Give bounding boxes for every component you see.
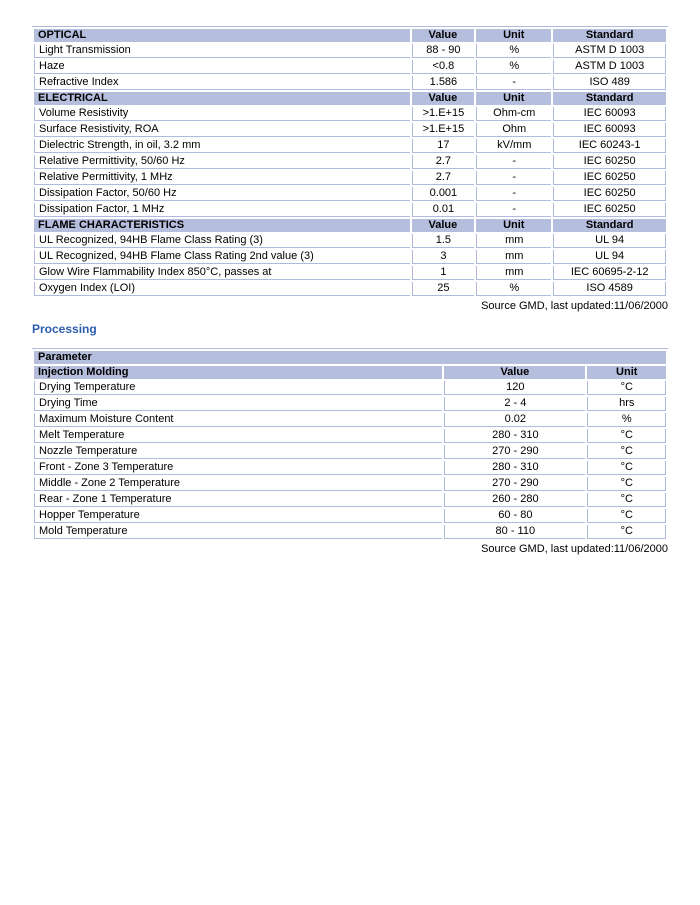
parameter-cell: Relative Permittivity, 50/60 Hz — [34, 155, 410, 169]
unit-cell: °C — [587, 493, 666, 507]
value-cell: 280 - 310 — [444, 429, 585, 443]
column-header-standard: Standard — [553, 29, 666, 42]
unit-cell: - — [476, 76, 551, 90]
processing-table — [32, 348, 668, 541]
section-header-row-flame — [34, 219, 666, 232]
table-row — [34, 266, 666, 280]
value-cell: 2 - 4 — [444, 397, 585, 411]
value-cell: 60 - 80 — [444, 509, 585, 523]
table-row — [34, 445, 666, 459]
column-header-value: Value — [412, 92, 475, 105]
parameter-cell: Middle - Zone 2 Temperature — [34, 477, 442, 491]
unit-cell: Ohm — [476, 123, 551, 137]
parameter-cell: Nozzle Temperature — [34, 445, 442, 459]
unit-cell: kV/mm — [476, 139, 551, 153]
unit-cell: % — [587, 413, 666, 427]
standard-cell: IEC 60093 — [553, 107, 666, 121]
parameter-cell: Refractive Index — [34, 76, 410, 90]
standard-cell: IEC 60250 — [553, 187, 666, 201]
source-note: Source GMD, last updated:11/06/2000 — [481, 543, 668, 555]
processing-heading: Processing — [32, 322, 97, 336]
value-cell: 0.001 — [412, 187, 475, 201]
column-header-unit: Unit — [476, 219, 551, 232]
column-header-standard: Standard — [553, 219, 666, 232]
table-row — [34, 187, 666, 201]
subgroup-header: Injection Molding — [34, 366, 442, 379]
standard-cell: ASTM D 1003 — [553, 44, 666, 58]
standard-cell: ASTM D 1003 — [553, 60, 666, 74]
value-cell: >1.E+15 — [412, 107, 475, 121]
parameter-cell: UL Recognized, 94HB Flame Class Rating (3) — [34, 234, 410, 248]
standard-cell: IEC 60250 — [553, 203, 666, 217]
column-header-standard: Standard — [553, 92, 666, 105]
unit-cell: - — [476, 187, 551, 201]
unit-cell: °C — [587, 461, 666, 475]
unit-cell: °C — [587, 445, 666, 459]
value-cell: 17 — [412, 139, 475, 153]
section-title: ELECTRICAL — [34, 92, 410, 105]
standard-cell: UL 94 — [553, 234, 666, 248]
unit-cell: °C — [587, 525, 666, 539]
standard-cell: IEC 60243-1 — [553, 139, 666, 153]
parameter-cell: Hopper Temperature — [34, 509, 442, 523]
table-row — [34, 76, 666, 90]
table-row — [34, 234, 666, 248]
parameter-cell: Drying Temperature — [34, 381, 442, 395]
table-row — [34, 381, 666, 395]
value-cell: 88 - 90 — [412, 44, 475, 58]
table-row — [34, 461, 666, 475]
value-cell: 120 — [444, 381, 585, 395]
value-cell: 80 - 110 — [444, 525, 585, 539]
section-title: OPTICAL — [34, 29, 410, 42]
table-row — [34, 493, 666, 507]
unit-cell: mm — [476, 234, 551, 248]
value-cell: <0.8 — [412, 60, 475, 74]
parameter-cell: Light Transmission — [34, 44, 410, 58]
parameter-cell: Surface Resistivity, ROA — [34, 123, 410, 137]
unit-cell: °C — [587, 381, 666, 395]
standard-cell: UL 94 — [553, 250, 666, 264]
parameter-cell: Relative Permittivity, 1 MHz — [34, 171, 410, 185]
parameter-cell: Oxygen Index (LOI) — [34, 282, 410, 296]
table-row — [34, 282, 666, 296]
table-row — [34, 203, 666, 217]
value-cell: 270 - 290 — [444, 445, 585, 459]
column-header-value: Value — [412, 29, 475, 42]
parameter-cell: Dissipation Factor, 50/60 Hz — [34, 187, 410, 201]
section-header-row-optical — [34, 29, 666, 42]
unit-cell: hrs — [587, 397, 666, 411]
standard-cell: IEC 60695-2-12 — [553, 266, 666, 280]
parameter-cell: Mold Temperature — [34, 525, 442, 539]
column-header-unit: Unit — [476, 92, 551, 105]
group-header-row — [34, 351, 666, 364]
table-row — [34, 155, 666, 169]
unit-cell: - — [476, 203, 551, 217]
unit-cell: °C — [587, 477, 666, 491]
section-title: FLAME CHARACTERISTICS — [34, 219, 410, 232]
parameter-cell: Dissipation Factor, 1 MHz — [34, 203, 410, 217]
parameter-cell: Dielectric Strength, in oil, 3.2 mm — [34, 139, 410, 153]
unit-cell: Ohm-cm — [476, 107, 551, 121]
value-cell: >1.E+15 — [412, 123, 475, 137]
table-row — [34, 139, 666, 153]
value-cell: 1.5 — [412, 234, 475, 248]
value-cell: 280 - 310 — [444, 461, 585, 475]
properties-table — [32, 26, 668, 298]
standard-cell: IEC 60250 — [553, 155, 666, 169]
table-row — [34, 429, 666, 443]
column-header-unit: Unit — [476, 29, 551, 42]
value-cell: 2.7 — [412, 155, 475, 169]
table-row — [34, 397, 666, 411]
column-header-value: Value — [412, 219, 475, 232]
parameter-cell: Volume Resistivity — [34, 107, 410, 121]
source-note: Source GMD, last updated:11/06/2000 — [481, 300, 668, 312]
table-row — [34, 413, 666, 427]
table-row — [34, 60, 666, 74]
standard-cell: ISO 4589 — [553, 282, 666, 296]
value-cell: 3 — [412, 250, 475, 264]
parameter-cell: Front - Zone 3 Temperature — [34, 461, 442, 475]
column-header-unit: Unit — [587, 366, 666, 379]
unit-cell: °C — [587, 509, 666, 523]
section-header-row-electrical — [34, 92, 666, 105]
table-row — [34, 44, 666, 58]
unit-cell: % — [476, 60, 551, 74]
parameter-cell: Glow Wire Flammability Index 850°C, passes at — [34, 266, 410, 280]
unit-cell: mm — [476, 266, 551, 280]
unit-cell: - — [476, 171, 551, 185]
value-cell: 0.01 — [412, 203, 475, 217]
parameter-cell: Rear - Zone 1 Temperature — [34, 493, 442, 507]
parameter-cell: Maximum Moisture Content — [34, 413, 442, 427]
table-row — [34, 123, 666, 137]
unit-cell: °C — [587, 429, 666, 443]
value-cell: 0.02 — [444, 413, 585, 427]
unit-cell: % — [476, 282, 551, 296]
table-row — [34, 525, 666, 539]
unit-cell: mm — [476, 250, 551, 264]
unit-cell: % — [476, 44, 551, 58]
group-header: Parameter — [34, 351, 666, 364]
standard-cell: IEC 60250 — [553, 171, 666, 185]
table-row — [34, 509, 666, 523]
table-row — [34, 250, 666, 264]
value-cell: 1.586 — [412, 76, 475, 90]
parameter-cell: Drying Time — [34, 397, 442, 411]
column-header-value: Value — [444, 366, 585, 379]
subgroup-header-row — [34, 366, 666, 379]
value-cell: 25 — [412, 282, 475, 296]
standard-cell: ISO 489 — [553, 76, 666, 90]
table-row — [34, 107, 666, 121]
parameter-cell: Haze — [34, 60, 410, 74]
parameter-cell: Melt Temperature — [34, 429, 442, 443]
value-cell: 1 — [412, 266, 475, 280]
unit-cell: - — [476, 155, 551, 169]
value-cell: 260 - 280 — [444, 493, 585, 507]
table-row — [34, 171, 666, 185]
table-row — [34, 477, 666, 491]
parameter-cell: UL Recognized, 94HB Flame Class Rating 2nd value (3) — [34, 250, 410, 264]
value-cell: 2.7 — [412, 171, 475, 185]
value-cell: 270 - 290 — [444, 477, 585, 491]
standard-cell: IEC 60093 — [553, 123, 666, 137]
